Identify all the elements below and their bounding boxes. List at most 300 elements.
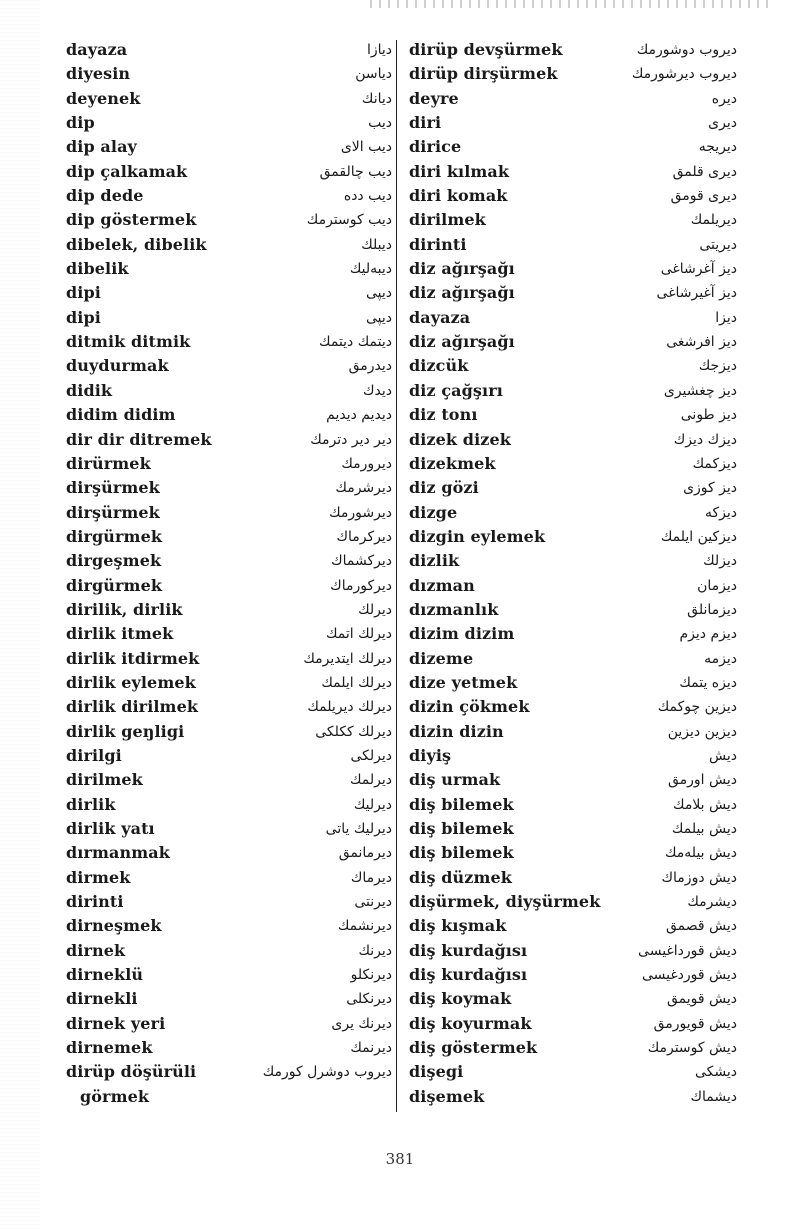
- headword-arabic-script: دیپی: [365, 309, 392, 326]
- headword-arabic-script: دیریجه: [698, 139, 737, 156]
- headword-latin-text: dip alay: [66, 137, 137, 157]
- headword-arabic-script: دیش بلامك: [673, 796, 737, 813]
- headword-arabic-script: دیز چغشیری: [663, 382, 737, 399]
- headword-arabic-script: دیرکشماك: [331, 553, 392, 570]
- headword-arabic-script: دیرنتی: [354, 894, 392, 911]
- headword-latin: [409, 793, 514, 817]
- headword-latin-text: dirlik eylemek: [66, 672, 196, 692]
- headword-arabic-script: دیزکمك: [692, 455, 737, 472]
- headword-latin-text: diz tonı: [409, 405, 478, 425]
- headword-arabic-script: دیرنك: [358, 942, 392, 959]
- headword-latin-text: dibelek, dibelik: [66, 234, 207, 254]
- headword-latin-text: dizekmek: [409, 453, 496, 473]
- headword-latin-text: didim didim: [66, 405, 176, 425]
- headword-latin: [66, 1060, 196, 1109]
- headword-arabic-script: دیب دده: [343, 188, 392, 205]
- headword-latin: [66, 452, 151, 476]
- headword-latin: [66, 1036, 153, 1060]
- headword-latin: [66, 257, 129, 281]
- headword-arabic-script: دیزمان: [697, 577, 737, 594]
- headword-arabic-script: دیزین دیزین: [667, 723, 737, 740]
- headword-latin: [66, 695, 198, 719]
- dictionary-entry: [409, 987, 737, 1011]
- dictionary-entry: [66, 330, 392, 354]
- headword-latin: [409, 671, 517, 695]
- headword-latin: [66, 817, 155, 841]
- headword-latin: [409, 38, 563, 62]
- dictionary-entry: [66, 208, 392, 232]
- headword-latin: [66, 330, 190, 354]
- headword-latin-text: diş kurdağısı: [409, 965, 528, 985]
- headword-latin-text: dibelik: [66, 259, 129, 279]
- headword-arabic-script: دیرماك: [350, 869, 392, 886]
- headword-arabic-script: دیب الای: [340, 139, 392, 156]
- headword-latin: [409, 866, 512, 890]
- dictionary-entry: [66, 914, 392, 938]
- headword-latin: [66, 135, 137, 159]
- dictionary-entry: [409, 744, 737, 768]
- headword-latin-text: diz ağırşağı: [409, 332, 515, 352]
- headword-latin-text: diş koyurmak: [409, 1013, 532, 1033]
- headword-arabic-script: دیز آغرشاغی: [660, 261, 737, 278]
- dictionary-entry: [409, 306, 737, 330]
- dictionary-entry: [66, 306, 392, 330]
- headword-arabic-script: دیرنمك: [350, 1040, 392, 1057]
- headword-latin-text: dirilmek: [66, 770, 143, 790]
- headword-arabic-script: دیز کوزی: [683, 480, 737, 497]
- headword-latin: [66, 354, 169, 378]
- headword-latin-text: dirneklü: [66, 965, 144, 985]
- headword-arabic-script: دیدیم دیدیم: [326, 407, 392, 424]
- headword-latin-text: diş bilemek: [409, 819, 514, 838]
- headword-arabic-script: دیرنكلی: [346, 991, 392, 1008]
- headword-latin: [66, 914, 162, 938]
- headword-arabic-script: دیش قصمق: [665, 918, 737, 935]
- headword-latin: [409, 744, 451, 768]
- dictionary-entry: [66, 817, 392, 841]
- headword-latin: [409, 184, 507, 208]
- headword-arabic-script: دیزمه: [704, 650, 737, 667]
- headword-arabic-script: دیش بیله‌مك: [665, 845, 737, 862]
- headword-latin: [66, 62, 130, 86]
- headword-arabic-script: دیب کوسترمك: [306, 212, 392, 229]
- headword-latin: [66, 306, 101, 330]
- dictionary-entry: [66, 525, 392, 549]
- headword-latin-text: dirüp dirşürmek: [409, 64, 558, 84]
- headword-latin-text: diri: [409, 113, 442, 133]
- headword-latin-text: dip dede: [66, 186, 144, 206]
- headword-arabic-script: دیرلیك: [353, 796, 392, 813]
- headword-arabic-script: دیازا: [366, 42, 392, 58]
- headword-arabic-script: دیرلکی: [350, 747, 392, 764]
- headword-latin: [66, 793, 116, 817]
- dictionary-entry: [66, 671, 392, 695]
- dictionary-entry: [409, 403, 737, 427]
- headword-latin: [66, 598, 183, 622]
- headword-latin-text: dirgürmek: [66, 526, 163, 546]
- dictionary-entry: [409, 281, 737, 305]
- headword-arabic-script: دیز آغیرشاغی: [656, 285, 737, 302]
- headword-latin-text: diş göstermek: [409, 1038, 538, 1058]
- dictionary-entry: [66, 841, 392, 865]
- dictionary-entry: [66, 184, 392, 208]
- headword-latin: [409, 939, 527, 963]
- headword-arabic-script: دیرلك ككلكی: [315, 723, 392, 740]
- dictionary-entry: [409, 841, 737, 865]
- headword-latin: [409, 987, 511, 1011]
- headword-arabic-script: دیرورمك: [341, 455, 392, 472]
- headword-latin: [409, 963, 527, 987]
- headword-arabic-script: دیرلمك: [349, 772, 392, 789]
- dictionary-entry: [409, 914, 737, 938]
- dictionary-entry: [66, 452, 392, 476]
- headword-latin-text: dayaza: [409, 307, 471, 327]
- dictionary-entry: [409, 476, 737, 500]
- headword-latin: [66, 184, 144, 208]
- headword-latin: [409, 525, 545, 549]
- headword-latin: [66, 549, 161, 573]
- headword-latin-text: deyre: [409, 88, 459, 108]
- scan-edge-noise: [0, 0, 40, 1229]
- headword-latin: [409, 160, 509, 184]
- headword-latin-text: dirürmek: [66, 453, 151, 473]
- headword-latin: [66, 1012, 165, 1036]
- headword-latin-text: dizim dizim: [409, 624, 515, 644]
- headword-arabic-script: دیریلمك: [690, 212, 737, 229]
- headword-arabic-script: دیدك: [362, 382, 392, 399]
- headword-arabic-script: دیریتی: [699, 236, 737, 253]
- headword-latin-text: dizin çökmek: [409, 697, 530, 717]
- headword-latin: [409, 87, 459, 111]
- headword-latin-text: dipi: [66, 283, 101, 303]
- headword-latin: [409, 379, 503, 403]
- dictionary-entry: [409, 160, 737, 184]
- headword-latin: [409, 354, 468, 378]
- dictionary-entry: [66, 354, 392, 378]
- headword-latin: [409, 403, 478, 427]
- dictionary-entry: [409, 62, 737, 86]
- dictionary-entry: [409, 671, 737, 695]
- headword-latin-text: dirüp devşürmek: [409, 40, 563, 59]
- headword-latin: [409, 330, 515, 354]
- headword-latin-text: dızmanlık: [409, 599, 499, 619]
- dictionary-entry: [66, 233, 392, 257]
- headword-latin-text: dirlik dirilmek: [66, 697, 199, 717]
- headword-latin: [409, 281, 515, 305]
- dictionary-entry: [66, 476, 392, 500]
- dictionary-entry: [409, 233, 737, 257]
- headword-latin-text: dize yetmek: [409, 672, 518, 692]
- headword-latin: [409, 476, 479, 500]
- headword-arabic-script: دیرنكلو: [350, 967, 392, 984]
- headword-latin-text: dişürmek, diyşürmek: [409, 892, 601, 912]
- dictionary-entry: [66, 744, 392, 768]
- headword-latin: [409, 306, 470, 330]
- headword-latin: [409, 647, 473, 671]
- headword-arabic-script: دیش قورداغیسی: [638, 942, 737, 959]
- headword-latin: [66, 671, 196, 695]
- dictionary-entry: [66, 1060, 392, 1109]
- headword-arabic-script: دیبه‌لیك: [349, 261, 392, 278]
- headword-arabic-script: دیپی: [365, 285, 392, 302]
- headword-latin-text: dirinti: [66, 892, 124, 912]
- headword-arabic-script: دیشماك: [690, 1088, 737, 1105]
- headword-latin: [66, 501, 160, 525]
- dictionary-entry: [66, 793, 392, 817]
- headword-arabic-script: دیرنشمك: [337, 918, 392, 935]
- headword-arabic-script: دیرکرماك: [336, 528, 392, 545]
- headword-latin-text: dirgürmek: [66, 575, 163, 595]
- headword-arabic-script: دیش قویمق: [666, 991, 737, 1008]
- dictionary-entry: [66, 257, 392, 281]
- headword-latin-text: diş bilemek: [409, 794, 514, 814]
- headword-latin-text: dirnek yeri: [66, 1013, 166, 1033]
- dictionary-entry: [409, 622, 737, 646]
- headword-latin-text: dip: [66, 113, 95, 133]
- dictionary-entry: [66, 768, 392, 792]
- dictionary-entry: [66, 574, 392, 598]
- headword-arabic-script: دیروب دوشورمك: [636, 42, 737, 58]
- headword-latin-text: dişemek: [409, 1086, 485, 1106]
- headword-latin-text: dir dir ditremek: [66, 429, 212, 449]
- headword-latin-text: didik: [66, 380, 113, 400]
- headword-latin: [66, 476, 160, 500]
- dictionary-entry: [409, 939, 737, 963]
- dictionary-entry: [66, 549, 392, 573]
- headword-latin-text: dirneşmek: [66, 916, 162, 936]
- headword-latin: [409, 135, 461, 159]
- dictionary-entry: [409, 452, 737, 476]
- page-number: 381: [385, 1150, 415, 1168]
- headword-latin: [409, 1085, 484, 1109]
- headword-latin: [66, 939, 125, 963]
- headword-arabic-script: دیزم دیزم: [679, 626, 737, 643]
- headword-arabic-script: دیزك دیزك: [673, 431, 737, 448]
- headword-latin-text: dirüp döşürüli: [66, 1062, 197, 1082]
- headword-latin: [409, 62, 558, 86]
- headword-latin-text: dirmek: [66, 867, 131, 887]
- headword-latin: [66, 866, 131, 890]
- headword-latin-text: dip çalkamak: [66, 161, 188, 181]
- headword-latin-text: dizin dizin: [409, 721, 504, 741]
- dictionary-entry: [66, 647, 392, 671]
- headword-latin-text: dizek dizek: [409, 429, 511, 449]
- headword-latin-text: dirnemek: [66, 1038, 153, 1058]
- headword-latin: [66, 403, 176, 427]
- headword-latin-text: dirice: [409, 137, 462, 157]
- headword-arabic-script: دیرمانمق: [338, 845, 392, 862]
- headword-latin: [66, 890, 124, 914]
- dictionary-entry: [409, 647, 737, 671]
- headword-latin: [409, 1060, 463, 1084]
- dictionary-entry: [409, 501, 737, 525]
- dictionary-entry: [409, 208, 737, 232]
- dictionary-entry: [409, 330, 737, 354]
- headword-latin-text: diz gözi: [409, 478, 479, 498]
- dictionary-entry: [66, 866, 392, 890]
- headword-latin-text: dirlik: [66, 794, 116, 814]
- headword-latin-text: diyesin: [66, 64, 131, 84]
- dictionary-entry: [66, 598, 392, 622]
- headword-latin-text: dizcük: [409, 356, 469, 376]
- headword-arabic-script: دیش بیلمك: [671, 821, 737, 837]
- headword-arabic-script: دیزجك: [698, 358, 737, 375]
- headword-latin-text: dişegi: [409, 1062, 464, 1082]
- headword-latin-text: dipi: [66, 307, 101, 327]
- headword-latin-text: deyenek: [66, 88, 141, 108]
- headword-latin-text: dayaza: [66, 40, 128, 59]
- headword-arabic-script: دیرلك ایتدیرمك: [303, 650, 392, 667]
- headword-latin: [66, 208, 196, 232]
- dictionary-entry: [66, 111, 392, 135]
- headword-latin: [409, 452, 496, 476]
- headword-arabic-script: دیری قومق: [670, 188, 737, 205]
- dictionary-entry: [409, 720, 737, 744]
- dictionary-entry: [66, 160, 392, 184]
- headword-latin-text: diyiş: [409, 745, 452, 765]
- headword-arabic-script: دیتمك دیتمك: [319, 334, 392, 351]
- headword-arabic-script: دیرلیك یاتی: [325, 821, 392, 837]
- headword-latin: [409, 622, 514, 646]
- dictionary-entry: [66, 62, 392, 86]
- dictionary-entry: [66, 428, 392, 452]
- dictionary-entry: [409, 1085, 737, 1109]
- dictionary-entry: [66, 987, 392, 1011]
- headword-latin-text: duydurmak: [66, 356, 169, 376]
- headword-arabic-script: دیب چالقمق: [319, 163, 392, 180]
- dictionary-entry: [409, 598, 737, 622]
- headword-latin-text: dizlik: [409, 551, 460, 571]
- headword-latin: [409, 574, 475, 598]
- headword-latin-text: dirlik itdirmek: [66, 648, 200, 668]
- headword-arabic-script: دیزا: [715, 309, 737, 326]
- headword-latin-text: dirnek: [66, 940, 126, 960]
- headword-arabic-script: دیبلك: [361, 236, 392, 253]
- headword-arabic-script: دیرشورمك: [329, 504, 392, 521]
- headword-latin: [409, 428, 511, 452]
- headword-arabic-script: دیشکی: [694, 1064, 737, 1081]
- headword-arabic-script: دیز افرشغی: [666, 334, 737, 351]
- headword-latin-text: diş urmak: [409, 770, 501, 790]
- headword-latin-text: dirilgi: [66, 745, 122, 765]
- headword-arabic-script: دیروب دوشرل کورمك: [262, 1064, 392, 1081]
- headword-latin: [409, 257, 515, 281]
- headword-arabic-script: دیزمانلق: [687, 601, 737, 618]
- headword-latin: [66, 647, 199, 671]
- headword-latin: [66, 841, 170, 865]
- dictionary-entry: [409, 574, 737, 598]
- headword-latin: [409, 549, 459, 573]
- dictionary-entry: [409, 793, 737, 817]
- dictionary-entry: [66, 281, 392, 305]
- headword-latin-text: dip göstermek: [66, 210, 197, 230]
- dictionary-entry: [66, 963, 392, 987]
- headword-arabic-script: دیزین چوکمك: [657, 699, 737, 716]
- headword-latin: [66, 111, 95, 135]
- dictionary-entry: [409, 257, 737, 281]
- scan-top-noise: [370, 0, 770, 8]
- dictionary-entry: [66, 403, 392, 427]
- dictionary-entry: [409, 866, 737, 890]
- headword-latin: [409, 720, 504, 744]
- headword-latin-text: dırmanmak: [66, 843, 170, 863]
- headword-arabic-script: دیانك: [361, 90, 392, 107]
- headword-latin-text: dirnekli: [66, 989, 138, 1009]
- dictionary-entry: [409, 1060, 737, 1084]
- headword-arabic-script: دیزه یتمك: [679, 674, 737, 691]
- headword-arabic-script: دیاسن: [355, 66, 392, 83]
- dictionary-entry: [66, 87, 392, 111]
- headword-arabic-script: دیشرمك: [687, 894, 737, 911]
- dictionary-entry: [66, 720, 392, 744]
- dictionary-entry: [409, 695, 737, 719]
- headword-arabic-script: دیش: [709, 747, 737, 764]
- dictionary-entry: [409, 184, 737, 208]
- headword-latin: [409, 598, 498, 622]
- headword-latin: [66, 525, 162, 549]
- headword-latin: [66, 233, 207, 257]
- headword-latin: [409, 1036, 537, 1060]
- headword-latin-text: dizeme: [409, 648, 474, 668]
- headword-arabic-script: دیری: [708, 115, 737, 132]
- headword-arabic-script: دیری قلمق: [672, 163, 737, 180]
- headword-latin: [409, 841, 514, 865]
- headword-latin: [66, 38, 127, 62]
- dictionary-entry: [66, 890, 392, 914]
- headword-arabic-script: دیش کوسترمك: [647, 1040, 737, 1057]
- dictionary-entry: [409, 525, 737, 549]
- headword-latin: [66, 574, 162, 598]
- headword-latin-text: dirgeşmek: [66, 551, 162, 571]
- headword-latin-text: dizge: [409, 502, 458, 522]
- dictionary-entry: [409, 890, 737, 914]
- headword-latin: [409, 768, 500, 792]
- dictionary-entry: [409, 428, 737, 452]
- headword-latin-text: dirşürmek: [66, 478, 160, 498]
- headword-latin: [66, 379, 112, 403]
- headword-latin-text: dızman: [409, 575, 475, 595]
- dictionary-entry: [66, 939, 392, 963]
- headword-arabic-script: دیرکورماك: [330, 577, 392, 594]
- dictionary-entry: [409, 135, 737, 159]
- dictionary-entry: [409, 1036, 737, 1060]
- headword-latin-text: dirlik itmek: [66, 624, 174, 644]
- headword-latin-text: diş kurdağısı: [409, 940, 528, 960]
- headword-arabic-script: دیرلك: [358, 601, 392, 618]
- dictionary-entry: [66, 695, 392, 719]
- headword-arabic-script: دیش دوزماك: [661, 869, 737, 886]
- headword-latin-text: diri komak: [409, 186, 508, 206]
- headword-latin-text: diz ağırşağı: [409, 259, 515, 279]
- headword-latin: [66, 87, 140, 111]
- headword-arabic-script: دیب: [368, 115, 392, 132]
- headword-latin-text: diş koymak: [409, 989, 512, 1009]
- column-divider: [396, 40, 397, 1112]
- headword-latin: [409, 890, 600, 914]
- dictionary-entry: [66, 501, 392, 525]
- headword-arabic-script: دیش قوردغیسی: [641, 967, 737, 984]
- headword-arabic-script: دیر دیر دترمك: [310, 431, 392, 448]
- headword-arabic-script: دیدرمق: [348, 358, 392, 375]
- headword-latin: [66, 281, 101, 305]
- headword-latin: [66, 987, 138, 1011]
- dictionary-entry: [409, 817, 737, 841]
- headword-latin-continuation: görmek: [80, 1086, 150, 1106]
- headword-latin-text: dirinti: [409, 234, 467, 254]
- headword-latin-text: dizgin eylemek: [409, 526, 546, 546]
- headword-latin: [66, 160, 187, 184]
- headword-arabic-script: دیز طونی: [680, 407, 737, 424]
